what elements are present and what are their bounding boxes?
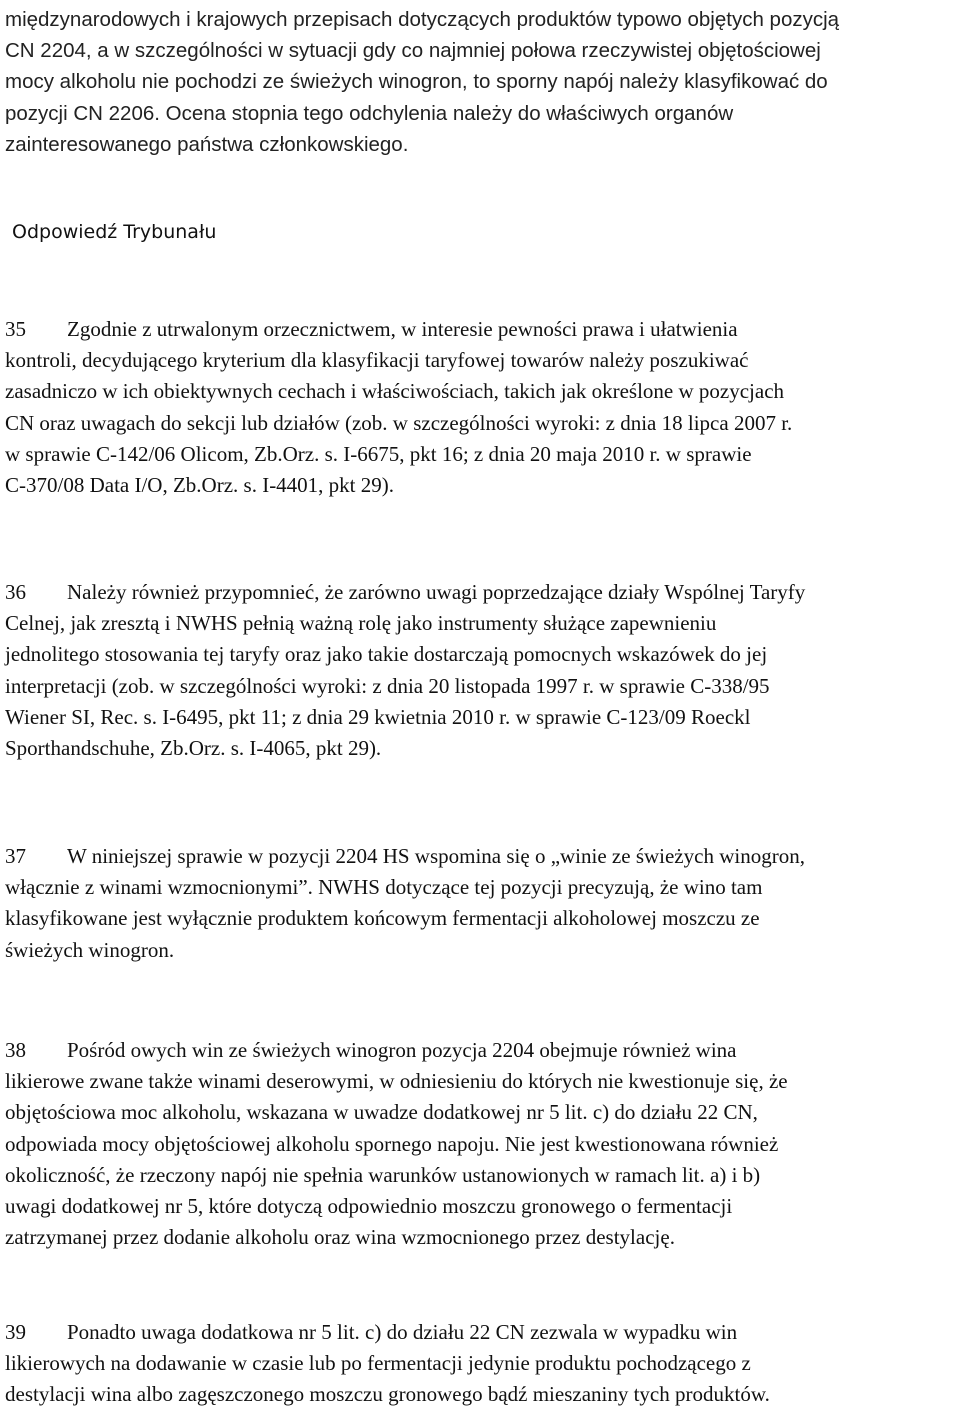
text-line: zatrzymanej przez dodanie alkoholu oraz wina wzmocnionego przez destylację. [5,1225,675,1250]
text-line [5,577,957,608]
paragraph-number: 37 [5,844,26,868]
text-line: jednolitego stosowania tej taryfy oraz jako takie dostarczają pomocnych wskazówek do jej [5,642,768,667]
text-line: pozycji CN 2206. Ocena stopnia tego odchylenia należy do właściwych organów [5,101,734,125]
text-line: włącznie z winami wzmocnionymi”. NWHS dotyczące tej pozycji precyzują, że wino tam [5,875,763,900]
text-line: mocy alkoholu nie pochodzi ze świeżych winogron, to sporny napój należy klasyfikować do [5,70,828,94]
section-heading: Odpowiedź Trybunału [12,221,217,243]
paragraph-number: 39 [5,1320,26,1344]
text-line [5,314,957,345]
text-line: likierowe zwane także winami deserowymi, w odniesieniu do których nie kwestionuje się, że [5,1069,788,1094]
text-line: okoliczność, że rzeczony napój nie spełnia warunków ustanowionych w ramach lit. a) i b) [5,1162,761,1187]
text-line [5,1317,957,1348]
text-line: uwagi dodatkowej nr 5, które dotyczą odpowiednio moszczu gronowego o fermentacji [5,1193,733,1218]
text-line: Wiener SI, Rec. s. I‑6495, pkt 11; z dnia 29 kwietnia 2010 r. w sprawie C‑123/09 Roeckl [5,704,751,729]
text-line: międzynarodowych i krajowych przepisach dotyczących produktów typowo objętych pozycją [5,8,840,31]
paragraph-39 [5,1317,957,1411]
text-line: odpowiada mocy objętościowej alkoholu spornego napoju. Nie jest kwestionowana również [5,1131,779,1156]
paragraph-36 [5,577,957,764]
text-line: Celnej, jak zresztą i NWHS pełnią ważną rolę jako instrumenty służące zapewnieniu [5,611,717,636]
text-line: objętościowa moc alkoholu, wskazana w uwadze dodatkowej nr 5 lit. c) do działu 22 CN, [5,1100,758,1125]
line-text: Należy również przypomnieć, że zarówno uwagi poprzedzające działy Wspólnej Taryfy [67,580,806,604]
text-line: świeżych winogron. [5,937,175,962]
paragraph-35 [5,314,957,501]
text-line [5,1035,957,1066]
text-line: likierowych na dodawanie w czasie lub po fermentacji jedynie produktu pochodzącego z [5,1351,751,1376]
text-line: Sporthandschuhe, Zb.Orz. s. I‑4065, pkt 29). [5,735,382,760]
line-text: W niniejszej sprawie w pozycji 2204 HS wspomina się o „winie ze świeżych winogron, [67,844,805,868]
paragraph-number: 36 [5,580,26,604]
line-text: Ponadto uwaga dodatkowa nr 5 lit. c) do działu 22 CN zezwala w wypadku win [67,1320,738,1344]
line-text: Pośród owych win ze świeżych winogron pozycja 2204 obejmuje również wina [67,1038,737,1062]
document-page [5,0,957,1410]
text-line: CN oraz uwagach do sekcji lub działów (zob. w szczególności wyroki: z dnia 18 lipca 2007 r. [5,410,793,435]
text-line: kontroli, decydującego kryterium dla klasyfikacji taryfowej towarów należy poszukiwać [5,348,749,373]
text-line: w sprawie C‑142/06 Olicom, Zb.Orz. s. I‑6675, pkt 16; z dnia 20 maja 2010 r. w sprawie [5,441,752,466]
line-text: Zgodnie z utrwalonym orzecznictwem, w interesie pewności prawa i ułatwienia [67,317,738,341]
text-line: CN 2204, a w szczególności w sytuacji gdy co najmniej połowa rzeczywistej objętościowej [5,39,821,63]
paragraph-37 [5,841,957,966]
text-line: destylacji wina albo zagęszczonego moszczu gronowego bądź mieszaniny tych produktów. [5,1382,770,1407]
text-line: C‑370/08 Data I/O, Zb.Orz. s. I‑4401, pkt 29). [5,472,395,497]
paragraph-number: 35 [5,317,26,341]
text-line: klasyfikowane jest wyłącznie produktem końcowym fermentacji alkoholowej moszczu ze [5,906,760,931]
text-line: interpretacji (zob. w szczególności wyroki: z dnia 20 listopada 1997 r. w sprawie C‑338/95 [5,673,770,698]
paragraph-number: 38 [5,1038,26,1062]
paragraph-38 [5,1035,957,1253]
text-line [5,841,957,872]
text-line: zainteresowanego państwa członkowskiego. [5,132,409,156]
text-line: zasadniczo w ich obiektywnych cechach i właściwościach, takich jak określone w pozycjach [5,379,785,404]
intro-paragraph [5,4,957,160]
